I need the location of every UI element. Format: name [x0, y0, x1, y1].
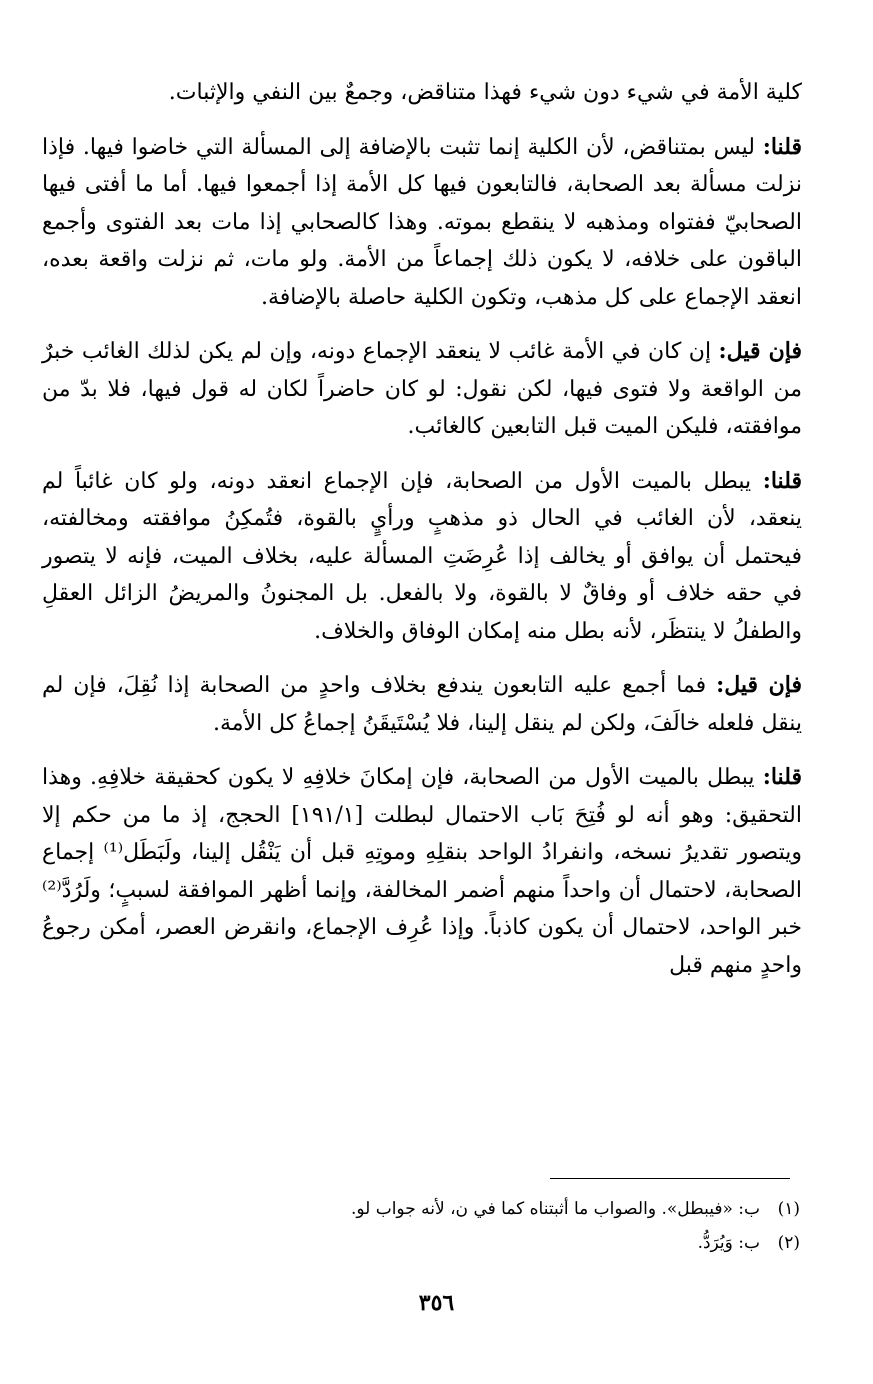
paragraph-text: يبطل بالميت الأول من الصحابة، فإن إمكانَ خلافِهِ لا يكون كحقيقة خلافِهِ. وهذا التحقيق: وهو أنه لو فُتِحَ بَاب الاحتمال لبطلت [١٩١/١] الحجج، إذ ما من حكم إلا ويتصور تقديرُ نسخه، وانفرادُ الواحد بنقلِهِ وموتِهِ قبل أن يَنْقُل إلينا، ولَبَطَل⁽¹⁾ إجماع الصحابة، لاحتمال أن واحداً منهم أضمر المخالفة، وإنما أظهر الموافقة لسببٍ؛ ولَرُدَّ⁽²⁾ خبر الواحد، لاحتمال أن يكون كاذباً. وإذا عُرِف الإجماع، وانقرض العصر، أمكن رجوعُ واحدٍ منهم قبل — [42, 765, 802, 978]
footnote — [60, 1192, 800, 1226]
paragraph-lead: قلنا: — [762, 764, 802, 790]
footnote-number: (١) — [777, 1199, 800, 1219]
paragraph — [42, 463, 802, 651]
paragraph-text: يبطل بالميت الأول من الصحابة، فإن الإجماع انعقد دونه، ولو كان غائباً لم ينعقد، لأن الغائب في الحال ذو مذهبٍ ورأيٍ بالقوة، فتُمكِنُ موافقته ومخالفته، فيحتمل أن يوافق أو يخالف إذا عُرِضَتِ المسألة عليه، بخلاف الميت، فإنه لا يتصور في حقه خلاف أو وفاقٌ لا بالقوة، ولا بالفعل. بل المجنونُ والمريضُ الزائل العقلِ والطفلُ لا ينتظَر، لأنه بطل منه إمكان الوفاق والخلاف. — [42, 468, 802, 644]
footnote-divider — [550, 1178, 790, 1179]
footnote — [60, 1226, 800, 1260]
paragraph — [42, 759, 802, 984]
paragraph-text: إن كان في الأمة غائب لا ينعقد الإجماع دونه، وإن لم يكن لذلك الغائب خبرٌ من الواقعة ولا فتوى فيها، لكن نقول: لو كان حاضراً لكان له قول فيها، فلا بدّ من موافقته، فليكن الميت قبل التابعين كالغائب. — [42, 339, 802, 439]
paragraph-lead: فإن قيل: — [716, 672, 802, 698]
footnote-text: ب: «فيبطل». والصواب ما أثبتناه كما في ن، لأنه جواب لو. — [350, 1199, 760, 1219]
paragraph — [42, 667, 802, 742]
paragraph-lead: قلنا: — [762, 133, 802, 160]
footnote-text: ب: وَيُرَدُّ. — [697, 1233, 760, 1253]
footnote-number: (٢) — [777, 1233, 800, 1253]
paragraph-text: ليس بمتناقض، لأن الكلية إنما تثبت بالإضافة إلى المسألة التي خاضوا فيها. فإذا نزلت مسألة بعد الصحابة، فالتابعون فيها كل الأمة إذا أجمعوا فيها. أما ما أفتى فيها الصحابيّ ففتواه ومذهبه لا ينقطع بموته. وهذا كالصحابي إذا مات بعد الفتوى وأجمع الباقون على خلافه، لا يكون ذلك إجماعاً من الأمة. ولو مات، ثم نزلت واقعة بعده، انعقد الإجماع على كل مذهب، وتكون الكلية حاصلة بالإضافة. — [42, 134, 802, 310]
paragraph-text: كلية الأمة في شيء دون شيء فهذا متناقض، وجمعٌ بين النفي والإثبات. — [168, 80, 802, 105]
paragraph-lead: قلنا: — [762, 467, 802, 494]
paragraph-lead: فإن قيل: — [718, 338, 802, 364]
paragraph-text: فما أجمع عليه التابعون يندفع بخلاف واحدٍ من الصحابة إذا نُقِلَ، فإن لم ينقل فلعله خالَفَ، ولكن لم ينقل إلينا، فلا يُسْتَيقَنُ إجماعُ كل الأمة. — [42, 673, 802, 736]
page-body — [42, 74, 802, 1001]
page-number: ٣٥٦ — [418, 1290, 455, 1316]
paragraph — [42, 74, 802, 112]
footnotes — [60, 1192, 800, 1260]
paragraph — [42, 333, 802, 446]
paragraph — [42, 129, 802, 317]
